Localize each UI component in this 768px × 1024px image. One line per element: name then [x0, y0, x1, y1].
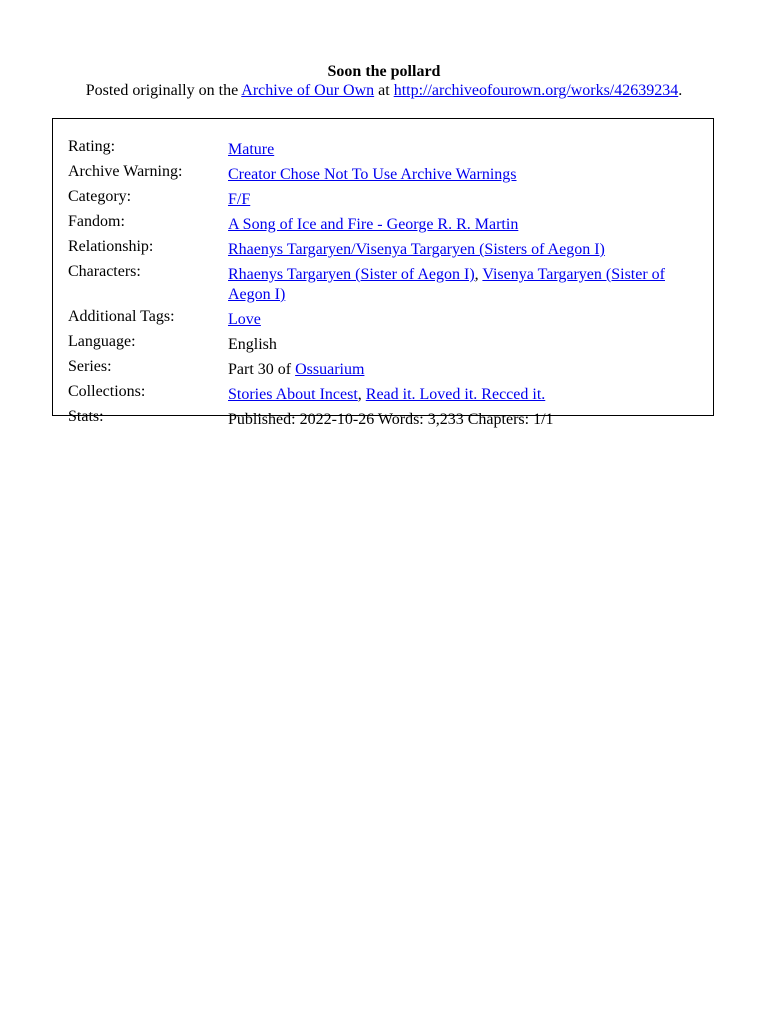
characters-label: Characters:: [68, 263, 141, 280]
archive-link[interactable]: Archive of Our Own: [241, 82, 375, 99]
collections-label: Collections:: [68, 383, 146, 400]
language-label: Language:: [68, 333, 136, 350]
tags-label: Additional Tags:: [68, 308, 175, 325]
posted-prefix: Posted originally on the: [85, 82, 242, 99]
meta-row-language: [68, 332, 698, 357]
posted-middle: at: [374, 82, 394, 99]
tag-link[interactable]: Love: [228, 311, 261, 328]
fandom-label: Fandom:: [68, 213, 125, 230]
fandom-link[interactable]: A Song of Ice and Fire - George R. R. Martin: [228, 216, 519, 233]
series-prefix: Part 30 of: [228, 361, 296, 378]
meta-row-warning: [68, 162, 698, 187]
meta-row-collections: [68, 382, 698, 407]
stats-label: Stats:: [68, 408, 104, 425]
category-label: Category:: [68, 188, 132, 205]
meta-row-characters: [68, 262, 698, 307]
category-link[interactable]: F/F: [228, 191, 251, 208]
work-meta-box: [52, 118, 714, 428]
meta-row-tags: [68, 307, 698, 332]
collections-separator: ,: [357, 386, 366, 403]
work-title: Soon the pollard: [327, 63, 441, 80]
posted-suffix: .: [678, 82, 683, 99]
series-label: Series:: [68, 358, 112, 375]
meta-row-stats: [68, 407, 698, 432]
characters-separator: ,: [474, 266, 483, 283]
posted-line: [0, 81, 768, 100]
meta-row-category: [68, 187, 698, 212]
collection-link[interactable]: Stories About Incest: [228, 386, 358, 403]
character-link[interactable]: Visenya Targaryen (Sister of Aegon I): [228, 266, 665, 303]
work-url-link[interactable]: http://archiveofourown.org/works/42639234: [393, 82, 679, 99]
work-meta-table: [68, 137, 698, 432]
relationship-link[interactable]: Rhaenys Targaryen/Visenya Targaryen (Sisters of Aegon I): [228, 241, 605, 258]
warning-link[interactable]: Creator Chose Not To Use Archive Warnings: [228, 166, 517, 183]
series-link[interactable]: Ossuarium: [295, 361, 365, 378]
rating-label: Rating:: [68, 138, 116, 155]
stats-value: Published: 2022-10-26 Words: 3,233 Chapters: 1/1: [228, 411, 554, 428]
character-link[interactable]: Rhaenys Targaryen (Sister of Aegon I): [228, 266, 475, 283]
warning-label: Archive Warning:: [68, 163, 183, 180]
meta-row-relationship: [68, 237, 698, 262]
collection-link[interactable]: Read it. Loved it. Recced it.: [365, 386, 546, 403]
meta-row-rating: [68, 137, 698, 162]
meta-row-series: [68, 357, 698, 382]
rating-link[interactable]: Mature: [228, 141, 275, 158]
meta-row-fandom: [68, 212, 698, 237]
language-value: English: [228, 336, 277, 353]
relationship-label: Relationship:: [68, 238, 154, 255]
work-header: [0, 62, 768, 100]
